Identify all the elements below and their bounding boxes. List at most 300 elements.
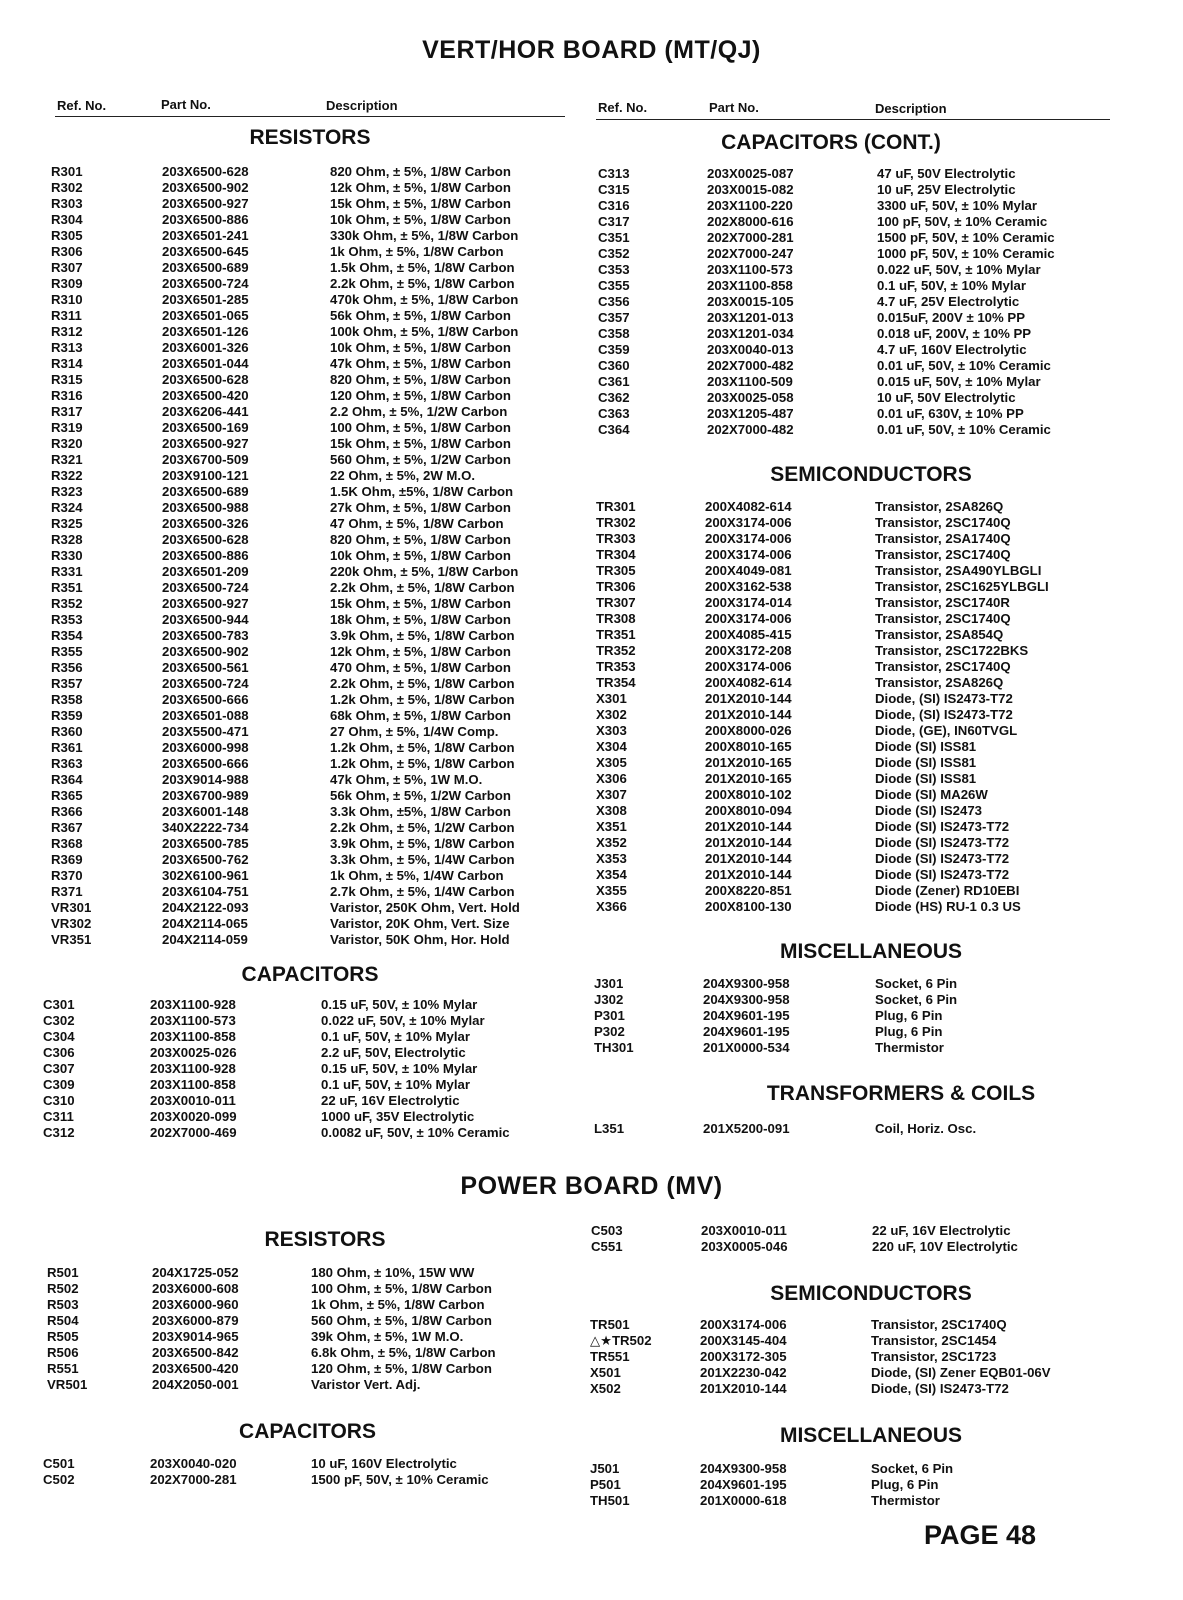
- part-no: 202X8000-616: [707, 214, 794, 229]
- description: Transistor, 2SA854Q: [875, 627, 1004, 642]
- part-no: 201X5200-091: [703, 1121, 790, 1136]
- part-no: 203X6501-065: [162, 308, 249, 323]
- description: 3.3k Ohm, ± 5%, 1/4W Carbon: [330, 852, 515, 867]
- ref-no: R506: [47, 1345, 79, 1360]
- ref-no: X353: [596, 851, 627, 866]
- ref-no: X306: [596, 771, 627, 786]
- part-no-header-right: Part No.: [709, 100, 759, 115]
- part-no: 203X6500-645: [162, 244, 249, 259]
- ref-no: C355: [598, 278, 630, 293]
- ref-no: X351: [596, 819, 627, 834]
- part-no: 202X7000-482: [707, 358, 794, 373]
- part-no: 203X6500-666: [162, 756, 249, 771]
- pw-semiconductors-heading: SEMICONDUCTORS: [770, 1282, 972, 1305]
- part-no: 203X6700-509: [162, 452, 249, 467]
- part-no: 203X6500-666: [162, 692, 249, 707]
- description: 100 Ohm, ± 5%, 1/8W Carbon: [311, 1281, 492, 1296]
- ref-no: R302: [51, 180, 83, 195]
- description: 1.5k Ohm, ± 5%, 1/8W Carbon: [330, 260, 515, 275]
- part-no: 200X3174-014: [705, 595, 792, 610]
- part-no: 200X3174-006: [705, 531, 792, 546]
- part-no: 203X1100-573: [150, 1013, 236, 1028]
- ref-no: C301: [43, 997, 75, 1012]
- description: Diode (HS) RU-1 0.3 US: [875, 899, 1021, 914]
- part-no: 203X0025-087: [707, 166, 794, 181]
- vh-semiconductors-heading: SEMICONDUCTORS: [770, 463, 972, 486]
- ref-no: P302: [594, 1024, 625, 1039]
- ref-no: R321: [51, 452, 83, 467]
- description: Coil, Horiz. Osc.: [875, 1121, 977, 1136]
- part-no: 203X9014-988: [162, 772, 249, 787]
- part-no: 203X6500-902: [162, 644, 249, 659]
- description: Transistor, 2SC1722BKS: [875, 643, 1029, 658]
- part-no: 200X8010-102: [705, 787, 792, 802]
- description: 0.022 uF, 50V, ± 10% Mylar: [877, 262, 1041, 277]
- part-no: 203X1100-220: [707, 198, 793, 213]
- ref-no: C359: [598, 342, 630, 357]
- part-no: 203X1205-487: [707, 406, 794, 421]
- description: 39k Ohm, ± 5%, 1W M.O.: [311, 1329, 464, 1344]
- ref-no: C311: [43, 1109, 74, 1124]
- description: Transistor, 2SC1740Q: [875, 547, 1011, 562]
- description: Plug, 6 Pin: [875, 1024, 943, 1039]
- ref-no: C352: [598, 246, 630, 261]
- ref-no: △★TR502: [590, 1333, 652, 1348]
- description: Transistor, 2SC1740Q: [875, 659, 1011, 674]
- part-no: 200X3145-404: [700, 1333, 787, 1348]
- part-no: 201X0000-618: [700, 1493, 787, 1508]
- description: 10 uF, 50V Electrolytic: [877, 390, 1016, 405]
- part-no: 200X8010-094: [705, 803, 792, 818]
- ref-no: C364: [598, 422, 630, 437]
- part-no: 200X4082-614: [705, 499, 792, 514]
- ref-no: R370: [51, 868, 83, 883]
- description: Transistor, 2SA826Q: [875, 499, 1004, 514]
- ref-no: TR302: [596, 515, 636, 530]
- pw-misc-heading: MISCELLANEOUS: [779, 1424, 962, 1447]
- description: 56k Ohm, ± 5%, 1/2W Carbon: [330, 788, 511, 803]
- part-no: 203X0040-013: [707, 342, 794, 357]
- part-no: 203X6500-326: [162, 516, 249, 531]
- ref-no: P301: [594, 1008, 625, 1023]
- description: 1.5K Ohm, ±5%, 1/8W Carbon: [330, 484, 514, 499]
- part-no: 200X3172-305: [700, 1349, 787, 1364]
- part-no: 203X5500-471: [162, 724, 249, 739]
- part-no: 203X6500-988: [162, 500, 249, 515]
- description: Socket, 6 Pin: [875, 992, 958, 1007]
- description: Diode (SI) IS2473-T72: [875, 819, 1010, 834]
- description-header-right: Description: [875, 101, 947, 116]
- description: Transistor, 2SC1740Q: [871, 1317, 1007, 1332]
- description: 27k Ohm, ± 5%, 1/8W Carbon: [330, 500, 511, 515]
- ref-no: X304: [596, 739, 627, 754]
- part-no-header: Part No.: [161, 97, 211, 112]
- part-no: 204X2114-065: [162, 916, 248, 931]
- part-no: 203X0025-058: [707, 390, 794, 405]
- ref-no: R356: [51, 660, 83, 675]
- part-no: 203X6500-785: [162, 836, 249, 851]
- pw-capacitors-heading: CAPACITORS: [239, 1420, 376, 1443]
- description: 3300 uF, 50V, ± 10% Mylar: [877, 198, 1037, 213]
- description: 470 Ohm, ± 5%, 1/8W Carbon: [330, 660, 511, 675]
- description: 47 uF, 50V Electrolytic: [877, 166, 1016, 181]
- description: 68k Ohm, ± 5%, 1/8W Carbon: [330, 708, 511, 723]
- part-no: 203X6001-148: [162, 804, 249, 819]
- description: 0.0082 uF, 50V, ± 10% Ceramic: [321, 1125, 510, 1140]
- vh-transformers-heading: TRANSFORMERS & COILS: [766, 1082, 1036, 1105]
- ref-no: C351: [598, 230, 630, 245]
- part-no: 203X6501-088: [162, 708, 249, 723]
- ref-no: R320: [51, 436, 83, 451]
- part-no: 203X6000-960: [152, 1297, 239, 1312]
- description: Diode, (SI) IS2473-T72: [875, 707, 1013, 722]
- ref-no: R315: [51, 372, 83, 387]
- ref-no: R313: [51, 340, 83, 355]
- ref-no: C306: [43, 1045, 75, 1060]
- ref-no: X355: [596, 883, 627, 898]
- description: 22 uF, 16V Electrolytic: [321, 1093, 460, 1108]
- ref-no: TR303: [596, 531, 636, 546]
- description: 470k Ohm, ± 5%, 1/8W Carbon: [330, 292, 519, 307]
- ref-no: C315: [598, 182, 630, 197]
- description: 2.2k Ohm, ± 5%, 1/2W Carbon: [330, 820, 515, 835]
- ref-no: TR501: [590, 1317, 630, 1332]
- description: Diode, (SI) IS2473-T72: [875, 691, 1013, 706]
- ref-no: R358: [51, 692, 83, 707]
- part-no: 203X6500-689: [162, 484, 249, 499]
- ref-no: VR351: [51, 932, 92, 947]
- part-no: 203X6001-326: [162, 340, 249, 355]
- ref-no: C317: [598, 214, 630, 229]
- description: Varistor Vert. Adj.: [311, 1377, 421, 1392]
- description: Transistor, 2SC1625YLBGLI: [875, 579, 1049, 594]
- ref-no: C313: [598, 166, 630, 181]
- part-no: 203X6501-285: [162, 292, 249, 307]
- part-no: 204X2122-093: [162, 900, 249, 915]
- part-no: 203X1100-928: [150, 997, 236, 1012]
- part-no: 203X6500-944: [162, 612, 249, 627]
- part-no: 203X0015-105: [707, 294, 794, 309]
- part-no: 201X0000-534: [703, 1040, 790, 1055]
- description: Diode (SI) ISS81: [875, 771, 977, 786]
- part-no: 200X4085-415: [705, 627, 792, 642]
- ref-no: R366: [51, 804, 83, 819]
- part-no: 203X0020-099: [150, 1109, 237, 1124]
- description: 1k Ohm, ± 5%, 1/8W Carbon: [311, 1297, 485, 1312]
- ref-no: R309: [51, 276, 83, 291]
- description: Diode, (SI) Zener EQB01-06V: [871, 1365, 1051, 1380]
- description: 820 Ohm, ± 5%, 1/8W Carbon: [330, 532, 511, 547]
- part-no: 201X2010-144: [700, 1381, 787, 1396]
- part-no: 200X8100-130: [705, 899, 792, 914]
- part-no: 201X2010-144: [705, 835, 792, 850]
- ref-no: VR302: [51, 916, 92, 931]
- ref-no: C362: [598, 390, 630, 405]
- description: Thermistor: [875, 1040, 944, 1055]
- vh-capacitors-cont-heading: CAPACITORS (CONT.): [721, 131, 941, 154]
- ref-no: TR304: [596, 547, 636, 562]
- ref-no: R322: [51, 468, 83, 483]
- ref-no: VR301: [51, 900, 92, 915]
- part-no: 204X2114-059: [162, 932, 248, 947]
- description: 1k Ohm, ± 5%, 1/8W Carbon: [330, 244, 504, 259]
- vh-misc-heading: MISCELLANEOUS: [779, 940, 962, 963]
- description: 2.2 Ohm, ± 5%, 1/2W Carbon: [330, 404, 508, 419]
- part-no: 203X6501-044: [162, 356, 249, 371]
- description: Transistor, 2SC1740R: [875, 595, 1010, 610]
- ref-no: R360: [51, 724, 83, 739]
- description: 0.01 uF, 50V, ± 10% Ceramic: [877, 358, 1051, 373]
- description: Diode, (SI) IS2473-T72: [871, 1381, 1009, 1396]
- part-no: 203X6500-724: [162, 580, 249, 595]
- part-no: 202X7000-247: [707, 246, 794, 261]
- ref-no: X303: [596, 723, 627, 738]
- part-no: 200X3172-208: [705, 643, 792, 658]
- part-no: 203X6501-241: [162, 228, 249, 243]
- part-no: 204X9601-195: [703, 1008, 790, 1023]
- description: 560 Ohm, ± 5%, 1/8W Carbon: [311, 1313, 492, 1328]
- ref-no: C503: [591, 1223, 623, 1238]
- ref-no: R504: [47, 1313, 79, 1328]
- ref-no: C551: [591, 1239, 623, 1254]
- description: Diode (SI) ISS81: [875, 755, 977, 770]
- description: 2.2k Ohm, ± 5%, 1/8W Carbon: [330, 580, 515, 595]
- part-no: 203X6500-927: [162, 436, 249, 451]
- part-no: 201X2010-144: [705, 691, 792, 706]
- part-no: 203X6500-927: [162, 596, 249, 611]
- description: 0.1 uF, 50V, ± 10% Mylar: [321, 1077, 470, 1092]
- part-no: 203X1201-013: [707, 310, 794, 325]
- description: 100 Ohm, ± 5%, 1/8W Carbon: [330, 420, 511, 435]
- part-no: 203X1100-509: [707, 374, 793, 389]
- ref-no: TR351: [596, 627, 636, 642]
- description: 2.2k Ohm, ± 5%, 1/8W Carbon: [330, 676, 515, 691]
- part-no: 203X6206-441: [162, 404, 249, 419]
- part-no: 203X6000-879: [152, 1313, 239, 1328]
- ref-no: R354: [51, 628, 83, 643]
- ref-no: R307: [51, 260, 83, 275]
- ref-no: TR354: [596, 675, 636, 690]
- description: 3.3k Ohm, ±5%, 1/8W Carbon: [330, 804, 511, 819]
- description: Transistor, 2SC1454: [871, 1333, 997, 1348]
- description: 1500 pF, 50V, ± 10% Ceramic: [311, 1472, 489, 1487]
- ref-no: R503: [47, 1297, 79, 1312]
- part-no: 203X6500-420: [152, 1361, 239, 1376]
- ref-no: C302: [43, 1013, 75, 1028]
- part-no: 203X0015-082: [707, 182, 794, 197]
- part-no: 200X4049-081: [705, 563, 792, 578]
- part-no: 203X6501-126: [162, 324, 249, 339]
- description: Socket, 6 Pin: [871, 1461, 954, 1476]
- description: 100k Ohm, ± 5%, 1/8W Carbon: [330, 324, 519, 339]
- part-no: 203X6500-561: [162, 660, 249, 675]
- ref-no: R365: [51, 788, 83, 803]
- ref-no-header-right: Ref. No.: [598, 100, 648, 115]
- part-no: 200X3174-006: [700, 1317, 787, 1332]
- ref-no: TR308: [596, 611, 636, 626]
- description: 0.1 uF, 50V, ± 10% Mylar: [321, 1029, 470, 1044]
- description: 47 Ohm, ± 5%, 1/8W Carbon: [330, 516, 504, 531]
- ref-no: TH501: [590, 1493, 630, 1508]
- ref-no: R364: [51, 772, 83, 787]
- description: 10k Ohm, ± 5%, 1/8W Carbon: [330, 340, 511, 355]
- ref-no: R316: [51, 388, 83, 403]
- part-no: 200X8220-851: [705, 883, 792, 898]
- pw-resistors-heading: RESISTORS: [264, 1228, 386, 1251]
- part-no: 204X9300-958: [703, 992, 790, 1007]
- part-no: 203X6500-783: [162, 628, 249, 643]
- part-no: 203X6000-608: [152, 1281, 239, 1296]
- description: Diode (SI) ISS81: [875, 739, 977, 754]
- ref-no: X302: [596, 707, 627, 722]
- description: 0.022 uF, 50V, ± 10% Mylar: [321, 1013, 485, 1028]
- part-no: 203X9100-121: [162, 468, 249, 483]
- part-no: 200X4082-614: [705, 675, 792, 690]
- description: 0.015 uF, 50V, ± 10% Mylar: [877, 374, 1041, 389]
- ref-no: R359: [51, 708, 83, 723]
- part-no: 204X2050-001: [152, 1377, 239, 1392]
- part-no: 203X6000-998: [162, 740, 249, 755]
- ref-no: R301: [51, 164, 83, 179]
- ref-no: R502: [47, 1281, 79, 1296]
- part-no: 203X1100-858: [150, 1029, 236, 1044]
- ref-no: C363: [598, 406, 630, 421]
- ref-no: C356: [598, 294, 630, 309]
- part-no: 203X6500-724: [162, 676, 249, 691]
- part-no: 202X7000-281: [150, 1472, 237, 1487]
- ref-no: R312: [51, 324, 83, 339]
- part-no: 203X0040-020: [150, 1456, 237, 1471]
- ref-no: R357: [51, 676, 83, 691]
- description: 12k Ohm, ± 5%, 1/8W Carbon: [330, 180, 511, 195]
- ref-no: R352: [51, 596, 83, 611]
- description: 0.15 uF, 50V, ± 10% Mylar: [321, 997, 478, 1012]
- part-no: 204X9300-958: [700, 1461, 787, 1476]
- ref-no: X502: [590, 1381, 621, 1396]
- ref-no: J501: [590, 1461, 620, 1476]
- description-header: Description: [326, 98, 398, 113]
- ref-no: X366: [596, 899, 627, 914]
- ref-no: P501: [590, 1477, 621, 1492]
- part-no: 203X6500-902: [162, 180, 249, 195]
- header-rule-right: [596, 119, 1110, 120]
- ref-no: C357: [598, 310, 630, 325]
- description: 0.15 uF, 50V, ± 10% Mylar: [321, 1061, 478, 1076]
- description: Varistor, 20K Ohm, Vert. Size: [330, 916, 510, 931]
- ref-no: TR305: [596, 563, 636, 578]
- description: 6.8k Ohm, ± 5%, 1/8W Carbon: [311, 1345, 496, 1360]
- description: Diode (SI) MA26W: [875, 787, 988, 802]
- description: 10k Ohm, ± 5%, 1/8W Carbon: [330, 212, 511, 227]
- description: 1.2k Ohm, ± 5%, 1/8W Carbon: [330, 740, 515, 755]
- description: 10k Ohm, ± 5%, 1/8W Carbon: [330, 548, 511, 563]
- part-no: 203X6500-628: [162, 532, 249, 547]
- part-no: 203X0005-046: [701, 1239, 788, 1254]
- description: 22 Ohm, ± 5%, 2W M.O.: [330, 468, 476, 483]
- description: 1k Ohm, ± 5%, 1/4W Carbon: [330, 868, 504, 883]
- description: 27 Ohm, ± 5%, 1/4W Comp.: [330, 724, 499, 739]
- description: Diode (SI) IS2473-T72: [875, 851, 1010, 866]
- ref-no: R325: [51, 516, 83, 531]
- description: 2.7k Ohm, ± 5%, 1/4W Carbon: [330, 884, 515, 899]
- description: 0.015uF, 200V ± 10% PP: [877, 310, 1025, 325]
- part-no: 201X2010-144: [705, 867, 792, 882]
- ref-no: X305: [596, 755, 627, 770]
- ref-no: C353: [598, 262, 630, 277]
- part-no: 204X9601-195: [700, 1477, 787, 1492]
- part-no: 340X2222-734: [162, 820, 249, 835]
- part-no: 203X6500-724: [162, 276, 249, 291]
- description: 47k Ohm, ± 5%, 1W M.O.: [330, 772, 483, 787]
- ref-no: R306: [51, 244, 83, 259]
- ref-no: R363: [51, 756, 83, 771]
- description: Transistor, 2SC1740Q: [875, 515, 1011, 530]
- part-no: 203X6700-989: [162, 788, 249, 803]
- part-no: 201X2230-042: [700, 1365, 787, 1380]
- description: 2.2k Ohm, ± 5%, 1/8W Carbon: [330, 276, 515, 291]
- description: 1.2k Ohm, ± 5%, 1/8W Carbon: [330, 756, 515, 771]
- ref-no: J302: [594, 992, 624, 1007]
- description: 330k Ohm, ± 5%, 1/8W Carbon: [330, 228, 519, 243]
- description: Varistor, 250K Ohm, Vert. Hold: [330, 900, 520, 915]
- description: 1.2k Ohm, ± 5%, 1/8W Carbon: [330, 692, 515, 707]
- part-no: 203X1201-034: [707, 326, 794, 341]
- description: 0.1 uF, 50V, ± 10% Mylar: [877, 278, 1026, 293]
- ref-no: C312: [43, 1125, 75, 1140]
- description: Diode (Zener) RD10EBI: [875, 883, 1020, 898]
- ref-no: R331: [51, 564, 83, 579]
- part-no: 204X1725-052: [152, 1265, 239, 1280]
- description: 22 uF, 16V Electrolytic: [872, 1223, 1011, 1238]
- ref-no: R304: [51, 212, 83, 227]
- part-no: 203X6104-751: [162, 884, 249, 899]
- part-no: 203X1100-928: [150, 1061, 236, 1076]
- description: Diode (SI) IS2473-T72: [875, 867, 1010, 882]
- ref-no: R368: [51, 836, 83, 851]
- ref-no: X307: [596, 787, 627, 802]
- ref-no: C360: [598, 358, 630, 373]
- part-no: 203X1100-573: [707, 262, 793, 277]
- part-no: 203X1100-858: [150, 1077, 236, 1092]
- description: 1500 pF, 50V, ± 10% Ceramic: [877, 230, 1055, 245]
- description: 12k Ohm, ± 5%, 1/8W Carbon: [330, 644, 511, 659]
- description: 56k Ohm, ± 5%, 1/8W Carbon: [330, 308, 511, 323]
- ref-no: R305: [51, 228, 83, 243]
- part-no: 204X9601-195: [703, 1024, 790, 1039]
- description: 100 pF, 50V, ± 10% Ceramic: [877, 214, 1048, 229]
- ref-no: R310: [51, 292, 83, 307]
- description: 120 Ohm, ± 5%, 1/8W Carbon: [311, 1361, 492, 1376]
- part-no: 203X6501-209: [162, 564, 249, 579]
- ref-no: R323: [51, 484, 83, 499]
- ref-no: TR353: [596, 659, 636, 674]
- description: 2.2 uF, 50V, Electrolytic: [321, 1045, 466, 1060]
- part-no: 203X1100-858: [707, 278, 793, 293]
- part-no: 203X9014-965: [152, 1329, 239, 1344]
- ref-no: R330: [51, 548, 83, 563]
- part-no: 204X9300-958: [703, 976, 790, 991]
- ref-no: R353: [51, 612, 83, 627]
- description: Transistor, 2SA1740Q: [875, 531, 1011, 546]
- ref-no: TH301: [594, 1040, 634, 1055]
- description: 1000 uF, 35V Electrolytic: [321, 1109, 475, 1124]
- ref-no: TR551: [590, 1349, 630, 1364]
- ref-no: C502: [43, 1472, 75, 1487]
- part-no: 203X6500-886: [162, 548, 249, 563]
- description: 220k Ohm, ± 5%, 1/8W Carbon: [330, 564, 519, 579]
- description: 120 Ohm, ± 5%, 1/8W Carbon: [330, 388, 511, 403]
- header-rule-left: [55, 116, 565, 117]
